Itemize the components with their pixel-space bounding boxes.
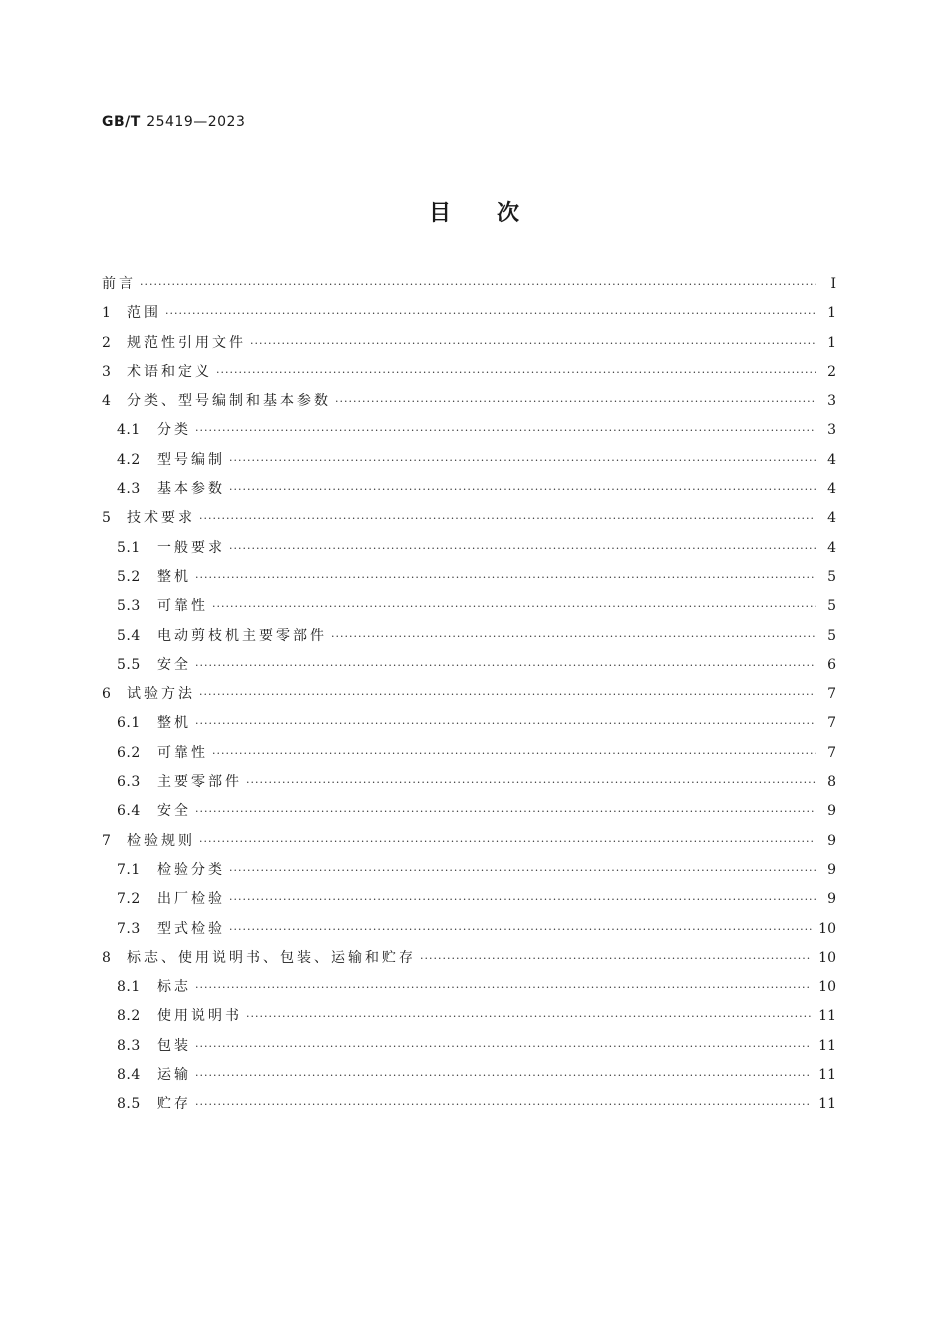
toc-entry[interactable] bbox=[102, 739, 836, 768]
toc-entry-number: 5.3 bbox=[117, 598, 141, 615]
toc-entry-title: 规范性引用文件 bbox=[127, 334, 246, 351]
toc-entry-page: 11 bbox=[818, 1096, 836, 1113]
toc-entry-page: 6 bbox=[827, 656, 836, 673]
toc-entry-number: 4.1 bbox=[117, 422, 141, 439]
toc-entry-title: 包装 bbox=[157, 1037, 191, 1054]
toc-entry-number: 6.3 bbox=[117, 774, 141, 791]
toc-entry-page: 9 bbox=[827, 832, 836, 849]
toc-entry-title: 前言 bbox=[102, 276, 136, 292]
toc-entry[interactable] bbox=[102, 534, 836, 563]
toc-entry-page: Ⅰ bbox=[830, 276, 836, 292]
toc-leader-dots bbox=[199, 827, 816, 856]
toc-entry-number: 6.1 bbox=[117, 715, 141, 732]
toc-entry[interactable] bbox=[102, 1002, 836, 1031]
toc-entry-number: 2 bbox=[102, 334, 112, 351]
toc-entry[interactable] bbox=[102, 1061, 836, 1090]
toc-entry[interactable] bbox=[102, 622, 836, 651]
toc-leader-dots bbox=[246, 1002, 812, 1031]
toc-entry-title: 出厂检验 bbox=[157, 891, 225, 908]
toc-entry-page: 10 bbox=[818, 949, 836, 966]
toc-entry-number: 6.4 bbox=[117, 803, 141, 820]
toc-entry[interactable] bbox=[102, 973, 836, 1002]
toc-entry-title: 整机 bbox=[157, 568, 191, 585]
toc-entry-title: 可靠性 bbox=[157, 598, 208, 615]
toc-entry-number: 3 bbox=[102, 363, 112, 380]
toc-entry-page: 1 bbox=[827, 334, 836, 351]
toc-leader-dots bbox=[229, 446, 816, 475]
toc-entry-number: 7.1 bbox=[117, 861, 141, 878]
toc-leader-dots bbox=[250, 329, 816, 358]
toc-entry-title: 型号编制 bbox=[157, 451, 225, 468]
toc-entry-title: 分类 bbox=[157, 422, 191, 439]
page-title-char-1: 目 bbox=[428, 201, 453, 226]
toc-leader-dots bbox=[195, 1032, 812, 1061]
toc-leader-dots bbox=[331, 622, 816, 651]
toc-entry-title: 可靠性 bbox=[157, 744, 208, 761]
toc-entry[interactable] bbox=[102, 797, 836, 826]
toc-entry-title: 整机 bbox=[157, 715, 191, 732]
toc-entry-page: 7 bbox=[827, 744, 836, 761]
toc-entry[interactable] bbox=[102, 856, 836, 885]
toc-leader-dots bbox=[195, 973, 812, 1002]
toc-entry-title: 基本参数 bbox=[157, 481, 225, 498]
toc-entry-title: 检验分类 bbox=[157, 861, 225, 878]
toc-leader-dots bbox=[195, 651, 816, 680]
toc-entry[interactable] bbox=[102, 680, 836, 709]
toc-leader-dots bbox=[229, 915, 812, 944]
toc-entry-title: 分类、型号编制和基本参数 bbox=[127, 393, 331, 410]
toc-leader-dots bbox=[165, 299, 816, 328]
toc-entry-number: 5 bbox=[102, 510, 112, 527]
toc-leader-dots bbox=[140, 270, 816, 299]
toc-entry-title: 术语和定义 bbox=[127, 363, 212, 380]
toc-entry-number: 8.2 bbox=[117, 1008, 141, 1025]
document-code-prefix: GB/T bbox=[102, 114, 141, 130]
toc-entry-page: 5 bbox=[827, 598, 836, 615]
toc-leader-dots bbox=[195, 1090, 812, 1119]
toc-entry-title: 电动剪枝机主要零部件 bbox=[157, 627, 327, 644]
toc-entry-title: 技术要求 bbox=[127, 510, 195, 527]
table-of-contents bbox=[102, 270, 836, 1120]
toc-entry-number: 7.3 bbox=[117, 920, 141, 937]
toc-entry-number: 8.3 bbox=[117, 1037, 141, 1054]
toc-entry-number: 4.2 bbox=[117, 451, 141, 468]
toc-leader-dots bbox=[229, 475, 816, 504]
toc-entry-page: 8 bbox=[827, 774, 836, 791]
toc-entry[interactable] bbox=[102, 504, 836, 533]
toc-entry-number: 5.1 bbox=[117, 539, 141, 556]
toc-entry-title: 标志、使用说明书、包装、运输和贮存 bbox=[127, 949, 416, 966]
page-title bbox=[0, 196, 950, 227]
document-code bbox=[102, 114, 245, 130]
toc-entry-title: 检验规则 bbox=[127, 832, 195, 849]
toc-entry-title: 贮存 bbox=[157, 1096, 191, 1113]
toc-entry-number: 8.5 bbox=[117, 1096, 141, 1113]
toc-entry-page: 11 bbox=[818, 1067, 836, 1084]
toc-entry-page: 2 bbox=[827, 363, 836, 380]
toc-entry[interactable] bbox=[102, 270, 836, 299]
toc-entry-title: 运输 bbox=[157, 1067, 191, 1084]
toc-entry-page: 3 bbox=[827, 422, 836, 439]
toc-entry-title: 使用说明书 bbox=[157, 1008, 242, 1025]
toc-entry[interactable] bbox=[102, 299, 836, 328]
toc-entry-page: 9 bbox=[827, 861, 836, 878]
toc-entry-number: 7 bbox=[102, 832, 112, 849]
toc-entry-title: 标志 bbox=[157, 979, 191, 996]
toc-entry-number: 5.2 bbox=[117, 568, 141, 585]
toc-entry-number: 5.5 bbox=[117, 656, 141, 673]
toc-entry-page: 9 bbox=[827, 803, 836, 820]
toc-entry-title: 一般要求 bbox=[157, 539, 225, 556]
toc-entry[interactable] bbox=[102, 1090, 836, 1119]
toc-entry[interactable] bbox=[102, 827, 836, 856]
toc-entry-number: 5.4 bbox=[117, 627, 141, 644]
toc-entry[interactable] bbox=[102, 563, 836, 592]
toc-entry-page: 4 bbox=[827, 481, 836, 498]
toc-leader-dots bbox=[195, 1061, 812, 1090]
toc-entry[interactable] bbox=[102, 885, 836, 914]
toc-entry[interactable] bbox=[102, 1032, 836, 1061]
toc-entry-page: 4 bbox=[827, 510, 836, 527]
toc-entry[interactable] bbox=[102, 651, 836, 680]
toc-entry-page: 1 bbox=[827, 305, 836, 322]
toc-entry-page: 3 bbox=[827, 393, 836, 410]
toc-entry-page: 10 bbox=[818, 920, 836, 937]
toc-entry-page: 7 bbox=[827, 686, 836, 703]
toc-entry-title: 安全 bbox=[157, 656, 191, 673]
toc-entry[interactable] bbox=[102, 446, 836, 475]
toc-entry-number: 8.4 bbox=[117, 1067, 141, 1084]
toc-entry-number: 1 bbox=[102, 305, 112, 322]
toc-entry[interactable] bbox=[102, 592, 836, 621]
toc-entry[interactable] bbox=[102, 709, 836, 738]
toc-entry-title: 型式检验 bbox=[157, 920, 225, 937]
toc-entry-page: 7 bbox=[827, 715, 836, 732]
toc-entry-title: 主要零部件 bbox=[157, 774, 242, 791]
toc-entry[interactable] bbox=[102, 358, 836, 387]
toc-leader-dots bbox=[229, 885, 816, 914]
toc-leader-dots bbox=[229, 534, 816, 563]
toc-leader-dots bbox=[246, 768, 816, 797]
toc-entry[interactable] bbox=[102, 944, 836, 973]
toc-leader-dots bbox=[212, 592, 816, 621]
toc-leader-dots bbox=[335, 387, 816, 416]
toc-leader-dots bbox=[212, 739, 816, 768]
toc-entry-page: 4 bbox=[827, 451, 836, 468]
toc-entry-number: 6 bbox=[102, 686, 112, 703]
toc-entry-page: 5 bbox=[827, 627, 836, 644]
toc-leader-dots bbox=[420, 944, 812, 973]
toc-entry-title: 试验方法 bbox=[127, 686, 195, 703]
toc-entry[interactable] bbox=[102, 915, 836, 944]
toc-entry-page: 4 bbox=[827, 539, 836, 556]
toc-entry[interactable] bbox=[102, 329, 836, 358]
toc-entry-number: 7.2 bbox=[117, 891, 141, 908]
toc-entry-page: 9 bbox=[827, 891, 836, 908]
toc-entry-number: 4 bbox=[102, 393, 112, 410]
toc-entry-page: 11 bbox=[818, 1008, 836, 1025]
toc-entry-page: 11 bbox=[818, 1037, 836, 1054]
toc-entry-page: 10 bbox=[818, 979, 836, 996]
toc-entry[interactable] bbox=[102, 387, 836, 416]
toc-entry-number: 4.3 bbox=[117, 481, 141, 498]
toc-entry-title: 安全 bbox=[157, 803, 191, 820]
toc-leader-dots bbox=[229, 856, 816, 885]
toc-leader-dots bbox=[216, 358, 816, 387]
toc-leader-dots bbox=[195, 416, 816, 445]
toc-leader-dots bbox=[195, 563, 816, 592]
toc-entry-number: 8 bbox=[102, 949, 112, 966]
toc-entry[interactable] bbox=[102, 475, 836, 504]
page-title-char-2: 次 bbox=[497, 201, 522, 226]
toc-entry-number: 6.2 bbox=[117, 744, 141, 761]
toc-leader-dots bbox=[199, 504, 816, 533]
toc-entry-number: 8.1 bbox=[117, 979, 141, 996]
toc-entry[interactable] bbox=[102, 768, 836, 797]
toc-leader-dots bbox=[199, 680, 816, 709]
toc-entry-page: 5 bbox=[827, 568, 836, 585]
toc-leader-dots bbox=[195, 797, 816, 826]
toc-entry-title: 范围 bbox=[127, 305, 161, 322]
toc-entry[interactable] bbox=[102, 416, 836, 445]
document-code-number: 25419—2023 bbox=[146, 114, 246, 130]
toc-leader-dots bbox=[195, 709, 816, 738]
